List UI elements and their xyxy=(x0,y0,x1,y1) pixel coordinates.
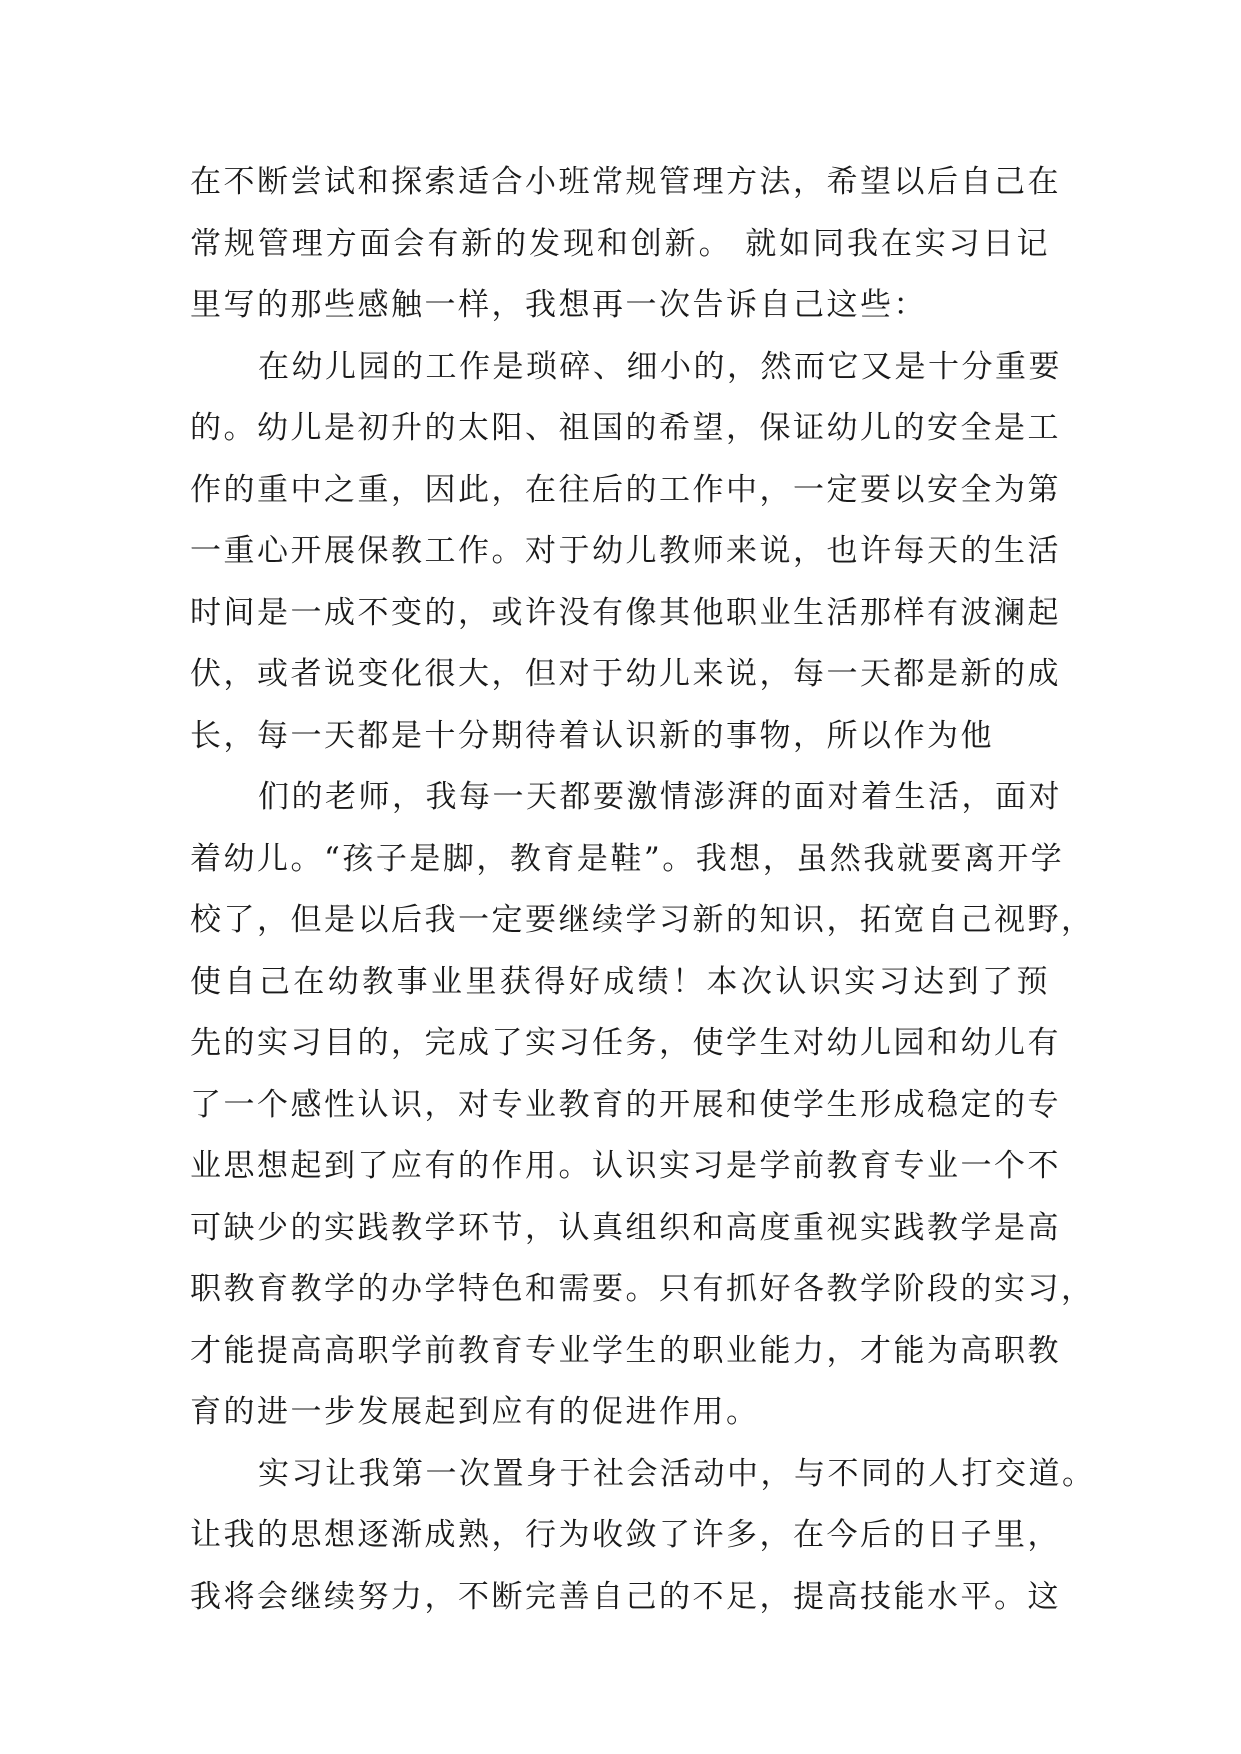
text-line: 了一个感性认识，对专业教育的开展和使学生形成稳定的专 xyxy=(190,1086,1061,1123)
text-line: 可缺少的实践教学环节，认真组织和高度重视实践教学是高 xyxy=(190,1209,1061,1246)
text-line: 在不断尝试和探索适合小班常规管理方法，希望以后自己在 xyxy=(190,164,1061,200)
text-line: 作的重中之重，因此，在往后的工作中，一定要以安全为第 xyxy=(190,471,1061,508)
text-line: 使自己在幼教事业里获得好成绩！本次认识实习达到了预 xyxy=(190,963,1050,1000)
text-line: 校了，但是以后我一定要继续学习新的知识，拓宽自己视野， xyxy=(190,902,1095,938)
document-body xyxy=(190,152,1096,1628)
text-line: 实习让我第一次置身于社会活动中，与不同的人打交道。 xyxy=(258,1455,1096,1492)
text-line: 职教育教学的办学特色和需要。只有抓好各教学阶段的实习， xyxy=(190,1271,1095,1307)
text-line: 业思想起到了应有的作用。认识实习是学前教育专业一个不 xyxy=(190,1148,1061,1184)
text-line: 在幼儿园的工作是琐碎、细小的，然而它又是十分重要 xyxy=(258,348,1062,385)
text-line: 让我的思想逐渐成熟，行为收敛了许多，在今后的日子里， xyxy=(190,1517,1061,1553)
text-line: 一重心开展保教工作。对于幼儿教师来说，也许每天的生活 xyxy=(190,533,1061,569)
text-line: 们的老师，我每一天都要激情澎湃的面对着生活，面对 xyxy=(258,779,1062,815)
paragraph-1 xyxy=(190,152,1061,337)
text-line: 里写的那些感触一样，我想再一次告诉自己这些： xyxy=(190,287,927,323)
text-line: 时间是一成不变的，或许没有像其他职业生活那样有波澜起 xyxy=(190,594,1061,631)
text-line: 的。幼儿是初升的太阳、祖国的希望，保证幼儿的安全是工 xyxy=(190,410,1061,446)
paragraph-3 xyxy=(190,767,1095,1444)
text-line: 常规管理方面会有新的发现和创新。 就如同我在实习日记 xyxy=(190,225,1050,262)
text-line: 才能提高高职学前教育专业学生的职业能力，才能为高职教 xyxy=(190,1332,1061,1369)
text-line: 长，每一天都是十分期待着认识新的事物，所以作为他 xyxy=(190,717,994,754)
text-line: 我将会继续努力，不断完善自己的不足，提高技能水平。这 xyxy=(190,1578,1061,1615)
paragraph-4 xyxy=(190,1444,1096,1629)
text-line: 育的进一步发展起到应有的促进作用。 xyxy=(190,1394,760,1430)
text-line: 先的实习目的，完成了实习任务，使学生对幼儿园和幼儿有 xyxy=(190,1025,1061,1061)
text-line: 着幼儿。“孩子是脚，教育是鞋”。我想，虽然我就要离开学 xyxy=(190,840,1065,877)
text-line: 伏，或者说变化很大，但对于幼儿来说，每一天都是新的成 xyxy=(190,656,1061,692)
paragraph-2 xyxy=(190,337,1062,768)
